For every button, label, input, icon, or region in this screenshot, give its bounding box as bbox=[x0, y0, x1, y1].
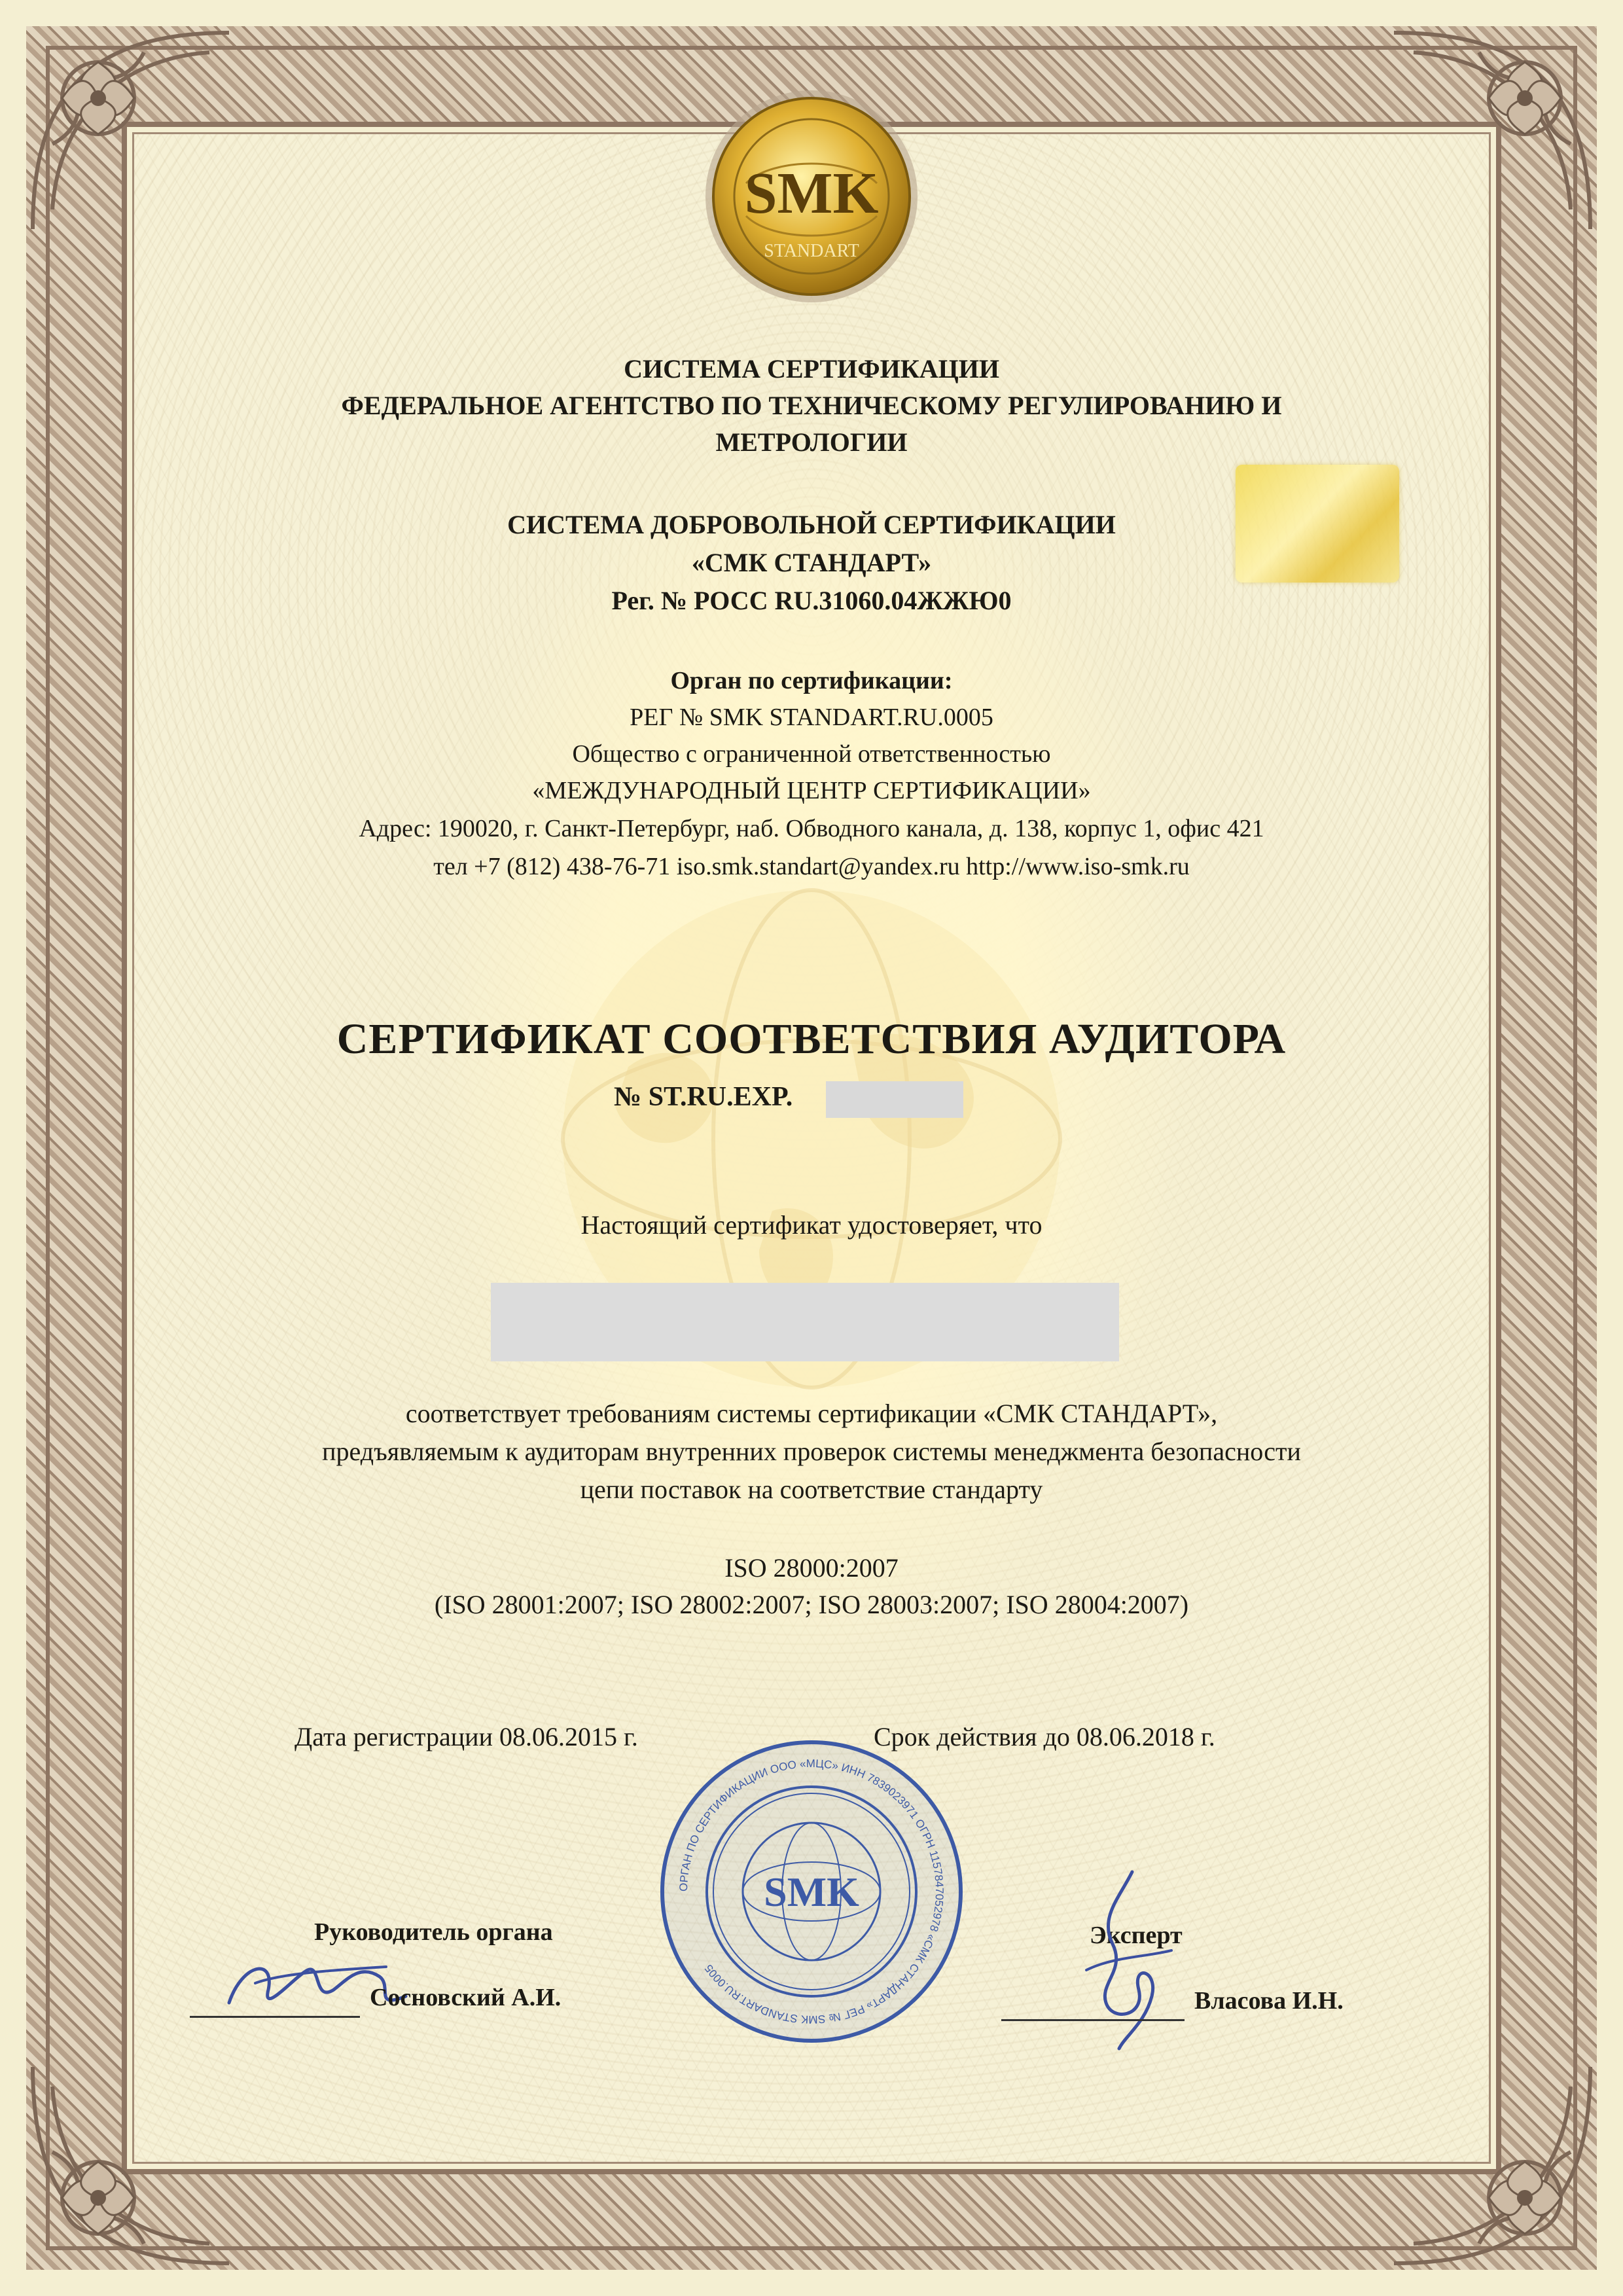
certification-body-reg: РЕГ № SMK STANDART.RU.0005 bbox=[630, 704, 993, 731]
certification-body-company-name: «МЕЖДУНАРОДНЫЙ ЦЕНТР СЕРТИФИКАЦИИ» bbox=[532, 777, 1091, 804]
certificate-number-redaction bbox=[826, 1081, 963, 1118]
certification-body-address: Адрес: 190020, г. Санкт-Петербург, наб. Обводного канала, д. 138, корпус 1, офис 421 bbox=[359, 815, 1264, 842]
official-stamp bbox=[654, 1734, 969, 2049]
certificate-number: № ST.RU.EXP. bbox=[614, 1082, 793, 1112]
stamp-center-text: SMK bbox=[764, 1869, 859, 1915]
head-signature-line bbox=[190, 2016, 360, 2018]
registration-date: Дата регистрации 08.06.2015 г. bbox=[294, 1722, 638, 1751]
holder-name-redaction bbox=[491, 1283, 1119, 1361]
corner-ornament-icon bbox=[1374, 13, 1610, 249]
stamp-ring-text: ОРГАН ПО СЕРТИФИКАЦИИ ООО «МЦС» ИНН 7839023971 ОГРН 1157847052978 «СМК СТАНДАРТ» РЕГ № SMK STANDART.RU.0005 bbox=[677, 1757, 946, 2026]
agency-name-line-1: ФЕДЕРАЛЬНОЕ АГЕНТСТВО ПО ТЕХНИЧЕСКОМУ РЕГУЛИРОВАНИЮ И bbox=[341, 391, 1282, 420]
logo-smk-text: SMK bbox=[744, 161, 879, 226]
expert-signature-line bbox=[1001, 2019, 1185, 2021]
compliance-text-line-1: соответствует требованиям системы сертификации «СМК СТАНДАРТ», bbox=[405, 1399, 1218, 1428]
expert-title: Эксперт bbox=[1090, 1922, 1183, 1949]
corner-ornament-icon bbox=[13, 2047, 249, 2283]
standard-list: (ISO 28001:2007; ISO 28002:2007; ISO 28003:2007; ISO 28004:2007) bbox=[434, 1590, 1189, 1619]
voluntary-system-title: СИСТЕМА ДОБРОВОЛЬНОЙ СЕРТИФИКАЦИИ bbox=[507, 510, 1116, 539]
compliance-text-line-2: предъявляемым к аудиторам внутренних проверок системы менеджмента безопасности bbox=[322, 1437, 1301, 1466]
standard-main: ISO 28000:2007 bbox=[724, 1553, 899, 1583]
logo-standart-text: STANDART bbox=[764, 241, 859, 261]
corner-ornament-icon bbox=[1374, 2047, 1610, 2283]
agency-name-line-2: МЕТРОЛОГИИ bbox=[715, 427, 908, 457]
corner-ornament-icon bbox=[13, 13, 249, 249]
voluntary-system-reg: Рег. № РОСС RU.31060.04ЖЖЮ0 bbox=[611, 586, 1012, 615]
valid-until-date: Срок действия до 08.06.2018 г. bbox=[874, 1722, 1215, 1751]
compliance-text-line-3: цепи поставок на соответствие стандарту bbox=[580, 1475, 1043, 1504]
certification-body-company-form: Общество с ограниченной ответственностью bbox=[572, 740, 1051, 768]
certification-body-title: Орган по сертификации: bbox=[670, 667, 953, 694]
expert-signature-icon bbox=[1073, 1859, 1178, 2055]
head-of-body-title: Руководитель органа bbox=[314, 1918, 553, 1946]
certifies-text: Настоящий сертификат удостоверяет, что bbox=[580, 1210, 1043, 1240]
smk-standart-logo bbox=[700, 85, 923, 308]
expert-name: Власова И.Н. bbox=[1194, 1987, 1344, 2015]
certification-body-contacts: тел +7 (812) 438-76-71 iso.smk.standart@yandex.ru http://www.iso-smk.ru bbox=[433, 853, 1190, 880]
voluntary-system-name: «СМК СТАНДАРТ» bbox=[691, 548, 932, 577]
head-of-body-name: Сосновский А.И. bbox=[370, 1984, 562, 2011]
certificate-title: СЕРТИФИКАТ СООТВЕТСТВИЯ АУДИТОРА bbox=[336, 1015, 1287, 1063]
system-title: СИСТЕМА СЕРТИФИКАЦИИ bbox=[624, 354, 999, 384]
